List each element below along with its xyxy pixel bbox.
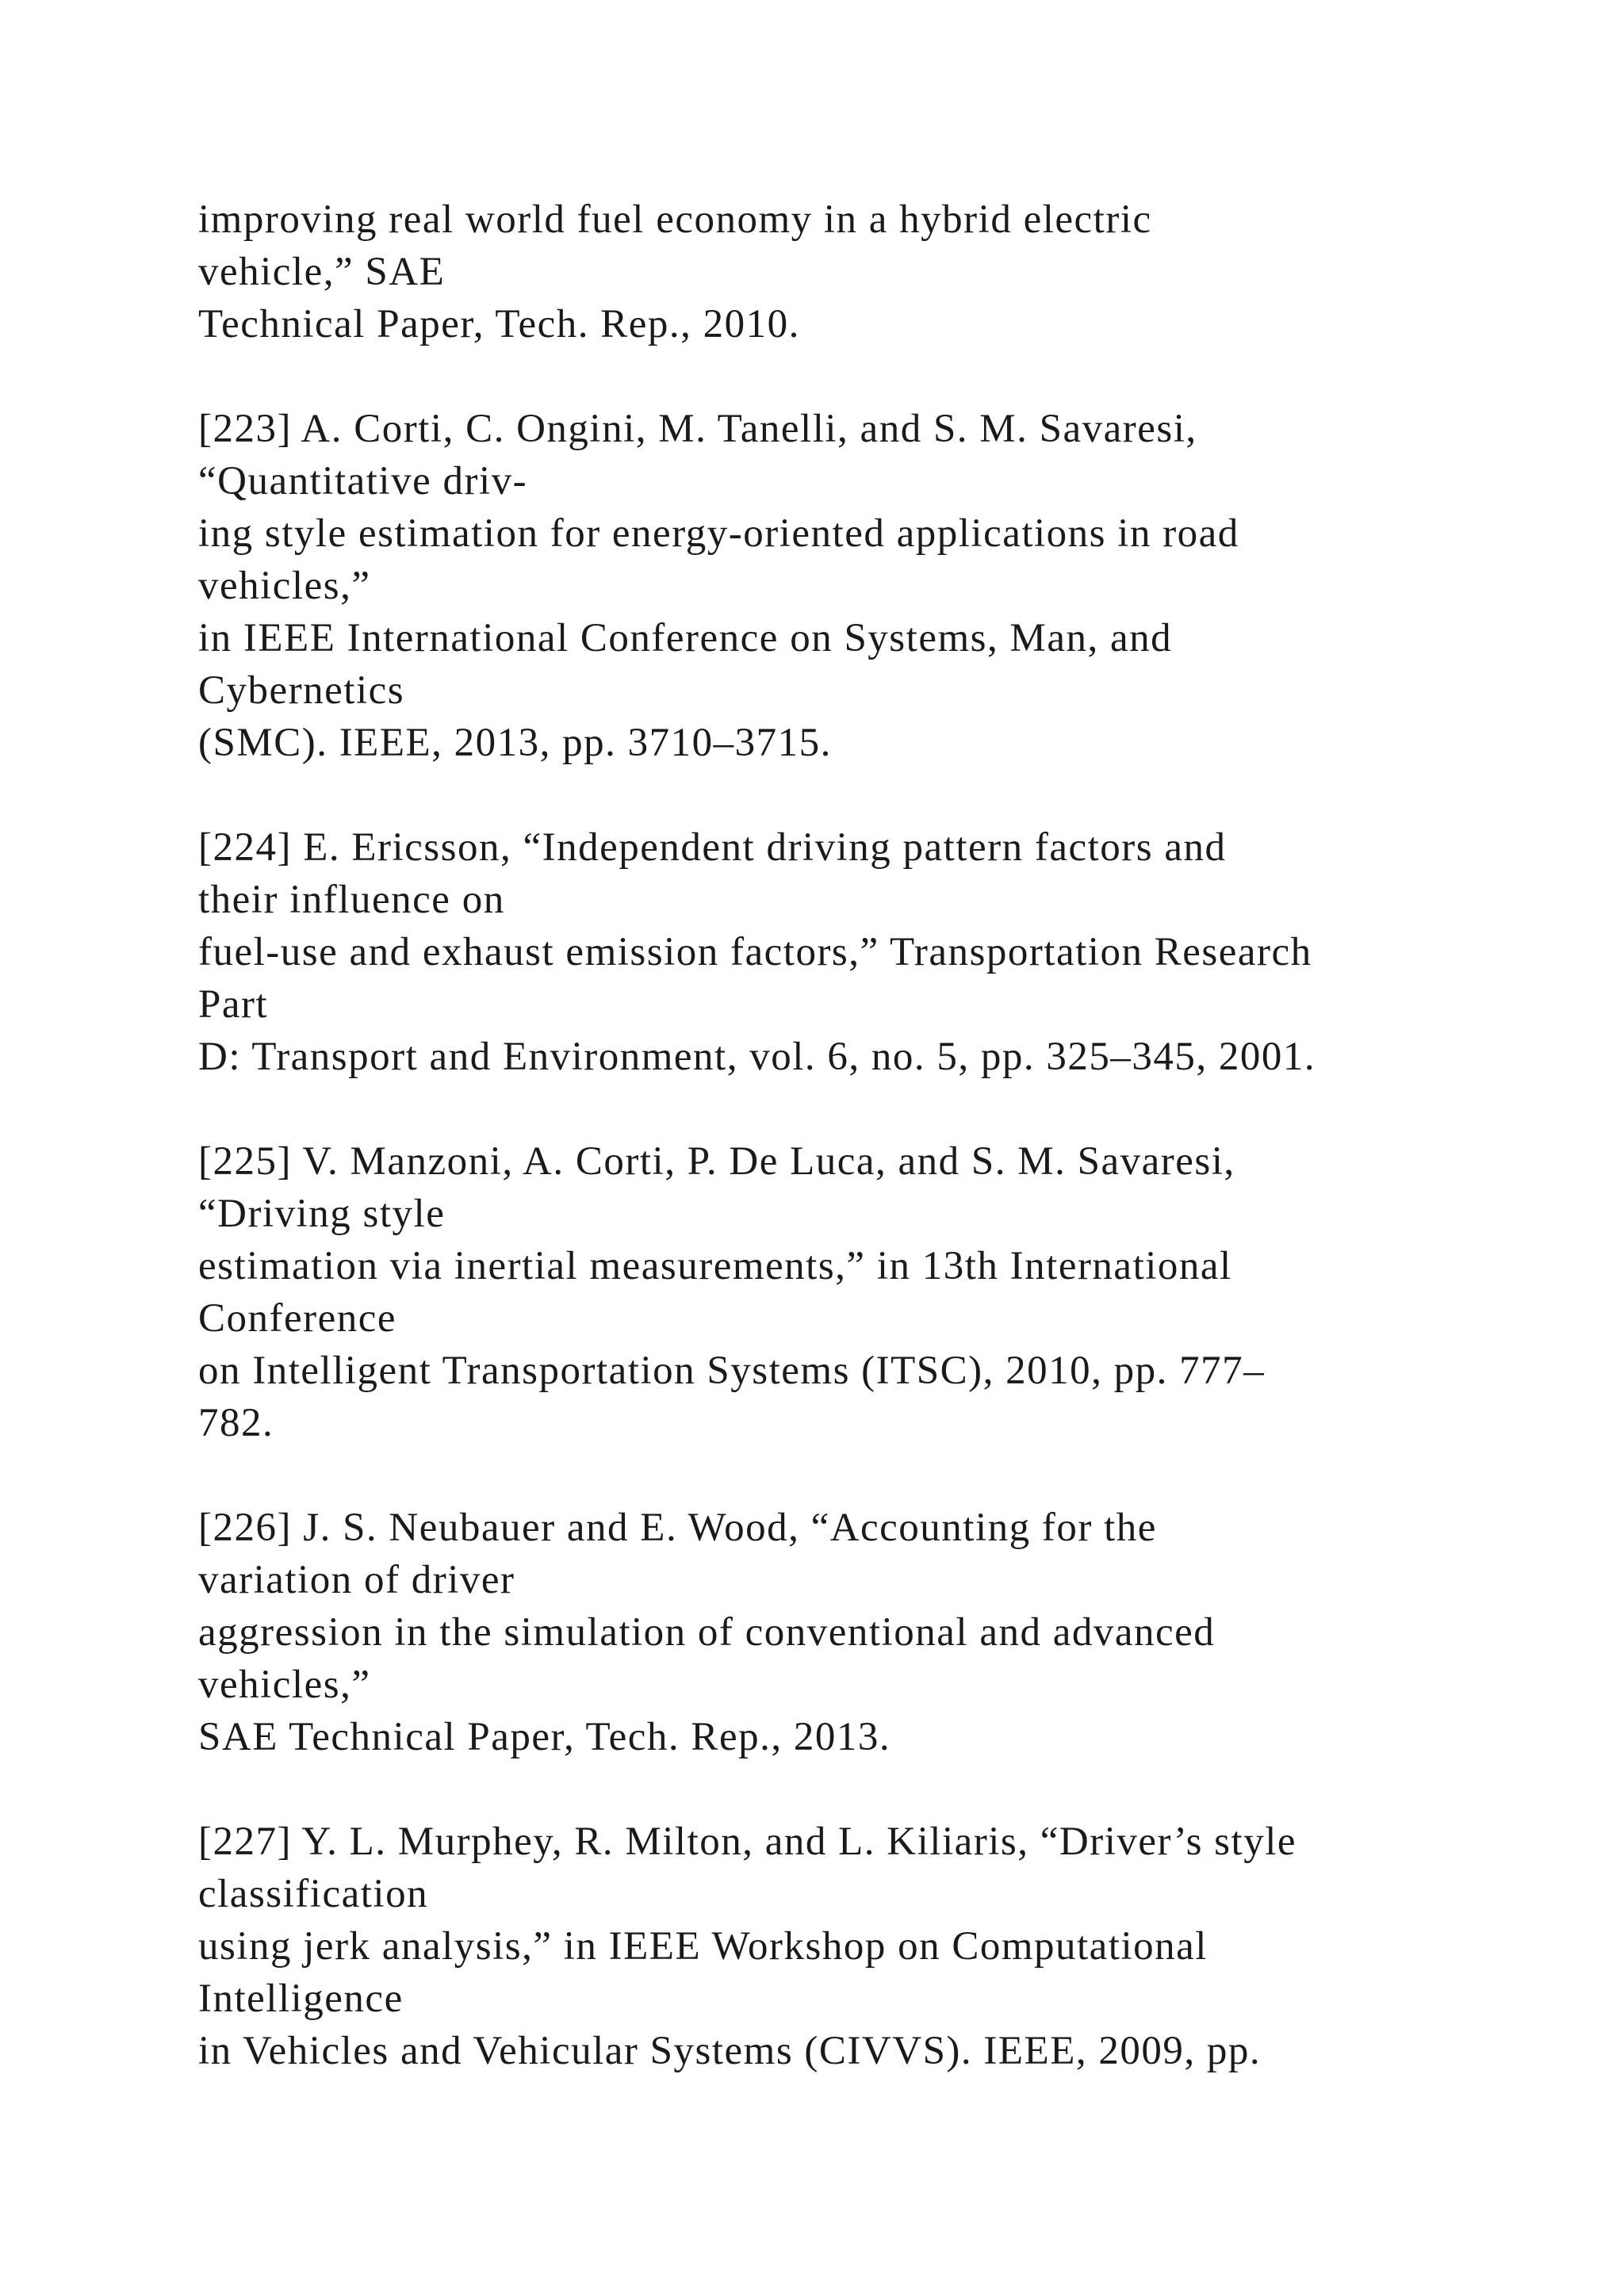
- reference-line: SAE Technical Paper, Tech. Rep., 2013.: [198, 1715, 891, 1759]
- reference-line: vehicles,”: [198, 1663, 371, 1707]
- reference-list: [198, 193, 1546, 2130]
- reference-line: ing style estimation for energy-oriented applications in road: [198, 511, 1239, 556]
- reference-line: improving real world fuel economy in a hybrid electric: [198, 197, 1152, 242]
- reference-line: (SMC). IEEE, 2013, pp. 3710–3715.: [198, 721, 832, 765]
- reference-225: [198, 1135, 1546, 1449]
- reference-line: vehicles,”: [198, 564, 371, 608]
- reference-line: Intelligence: [198, 1976, 404, 2021]
- reference-line: on Intelligent Transportation Systems (ITSC), 2010, pp. 777–: [198, 1349, 1266, 1393]
- reference-222-continued: [198, 193, 1546, 350]
- reference-line: 782.: [198, 1401, 274, 1445]
- reference-line: their influence on: [198, 878, 505, 922]
- reference-227: [198, 1816, 1546, 2077]
- reference-line: [225] V. Manzoni, A. Corti, P. De Luca, and S. M. Savaresi,: [198, 1139, 1235, 1184]
- reference-line: [226] J. S. Neubauer and E. Wood, “Accounting for the: [198, 1506, 1157, 1550]
- reference-line: Technical Paper, Tech. Rep., 2010.: [198, 302, 800, 346]
- reference-line: aggression in the simulation of conventional and advanced: [198, 1610, 1216, 1655]
- reference-line: “Driving style: [198, 1192, 446, 1236]
- reference-line: D: Transport and Environment, vol. 6, no. 5, pp. 325–345, 2001.: [198, 1035, 1316, 1079]
- reference-226: [198, 1502, 1546, 1763]
- reference-line: Cybernetics: [198, 668, 405, 713]
- reference-223: [198, 403, 1546, 769]
- reference-line: Part: [198, 982, 269, 1027]
- reference-line: Conference: [198, 1296, 397, 1341]
- reference-line: classification: [198, 1872, 429, 1916]
- reference-224: [198, 821, 1546, 1083]
- reference-line: [223] A. Corti, C. Ongini, M. Tanelli, and S. M. Savaresi,: [198, 407, 1197, 451]
- reference-line: in Vehicles and Vehicular Systems (CIVVS). IEEE, 2009, pp.: [198, 2029, 1262, 2073]
- reference-line: variation of driver: [198, 1558, 515, 1602]
- reference-line: using jerk analysis,” in IEEE Workshop on Computational: [198, 1924, 1208, 1969]
- reference-line: [227] Y. L. Murphey, R. Milton, and L. Kiliaris, “Driver’s style: [198, 1820, 1297, 1864]
- reference-line: fuel-use and exhaust emission factors,” Transportation Research: [198, 930, 1312, 974]
- reference-line: “Quantitative driv-: [198, 459, 528, 503]
- reference-line: [224] E. Ericsson, “Independent driving pattern factors and: [198, 825, 1227, 870]
- reference-line: in IEEE International Conference on Systems, Man, and: [198, 616, 1173, 660]
- reference-line: vehicle,” SAE: [198, 250, 446, 294]
- reference-line: estimation via inertial measurements,” in 13th International: [198, 1244, 1232, 1288]
